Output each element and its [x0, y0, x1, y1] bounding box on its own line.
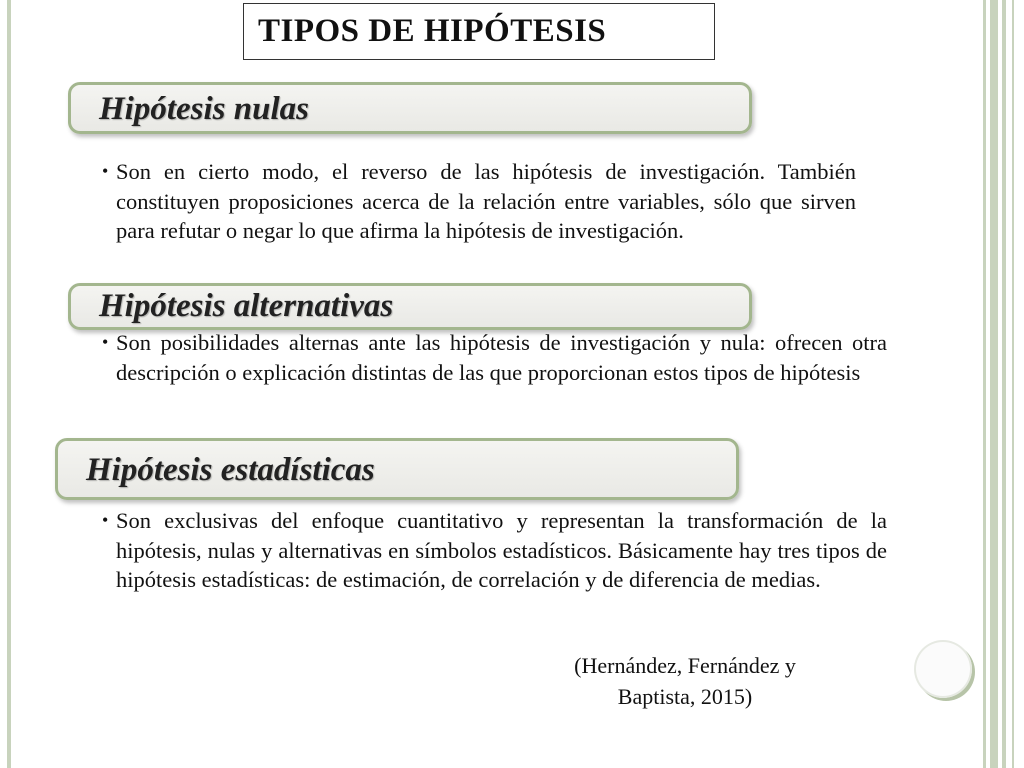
slide-frame-left	[7, 0, 11, 768]
section-body-nulas	[102, 157, 856, 246]
decorative-circle-icon	[914, 640, 972, 698]
citation-line: Baptista, 2015)	[617, 684, 753, 709]
bullet-icon: •	[102, 161, 109, 181]
slide-frame-right-line	[983, 0, 986, 768]
section-body-alternativas	[102, 328, 887, 387]
section-heading-box-estadisticas	[55, 438, 739, 500]
bullet-icon: •	[102, 510, 109, 530]
section-body-text: Son posibilidades alternas ante las hipótesis de investigación y nula: ofrecen otra descripción o explicación distintas de las que proporcionan estos tipos de hipótesis	[116, 330, 887, 385]
slide-frame-right-line	[990, 0, 998, 768]
section-body-text: Son exclusivas del enfoque cuantitativo y representan la transformación de la hipótesis, nulas y alternativas en símbolos estadísticos. Básicamente hay tres tipos de hipótesis estadísticas: de estimación, de correlación y de diferencia de medias.	[116, 508, 887, 592]
section-heading-nulas: Hipótesis nulas	[99, 91, 309, 127]
citation	[510, 650, 860, 712]
bullet-icon: •	[102, 332, 109, 352]
slide-frame-right-line	[1012, 0, 1014, 768]
section-heading-alternativas: Hipótesis alternativas	[99, 288, 394, 324]
section-heading-box-nulas	[68, 82, 752, 134]
section-heading-box-alternativas	[68, 283, 752, 330]
slide-frame-right-line	[1002, 0, 1006, 768]
slide-title: TIPOS DE HIPÓTESIS	[258, 13, 607, 49]
section-heading-estadisticas: Hipótesis estadísticas	[86, 452, 375, 488]
section-body-text: Son en cierto modo, el reverso de las hipótesis de investigación. También constituyen proposiciones acerca de la relación entre variables, sólo que sirven para refutar o negar lo que afirma la hipótesis de investigación.	[116, 159, 856, 243]
section-body-estadisticas	[102, 506, 887, 595]
slide-title-box	[243, 3, 715, 60]
citation-line: (Hernández, Fernández y	[574, 653, 796, 678]
